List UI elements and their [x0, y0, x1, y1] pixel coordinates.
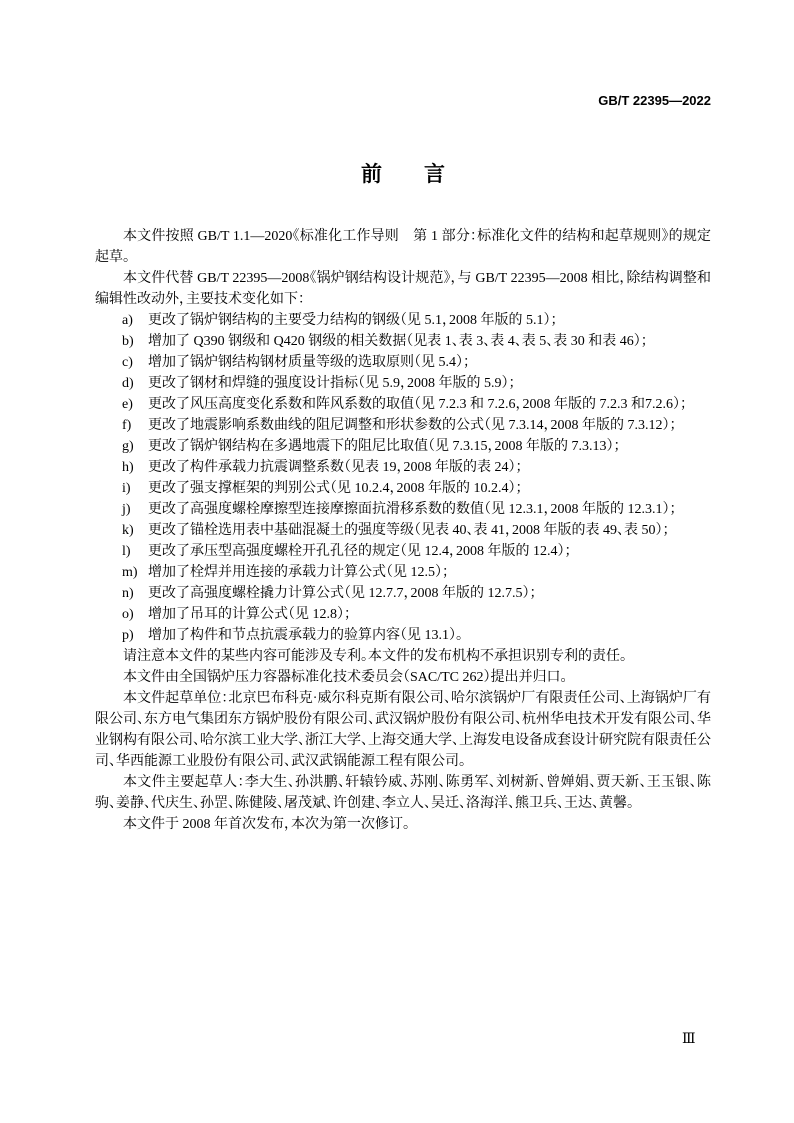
change-item [95, 394, 711, 415]
change-item-text: 增加了吊耳的计算公式（见 12.8）； [148, 607, 351, 622]
foreword-paragraph: 本文件按照 GB/T 1.1—2020《标准化工作导则 第 1 部分：标准化文件的结构和起草规则》的规定起草。 [95, 229, 711, 265]
page-title: 前 言 [361, 163, 445, 186]
change-item-label: k) [122, 523, 134, 538]
change-item [95, 457, 711, 478]
change-item-text: 更改了高强度螺栓摩擦型连接摩擦面抗滑移系数的数值（见 12.3.1，2008 年版的 12.3.1）； [148, 502, 677, 517]
change-item-label: n) [122, 586, 134, 601]
change-item-label: o) [122, 607, 134, 622]
change-item [95, 562, 711, 583]
change-item [95, 331, 711, 352]
change-item-text: 更改了钢材和焊缝的强度设计指标（见 5.9，2008 年版的 5.9）； [148, 376, 516, 391]
change-item-text: 更改了锚栓选用表中基础混凝土的强度等级（见表 40、表 41，2008 年版的表 49、表 50）； [148, 523, 670, 538]
change-item [95, 478, 711, 499]
foreword-body [95, 226, 711, 835]
change-item-label: m) [122, 565, 138, 580]
drafting-organizations: 本文件起草单位：北京巴布科克·威尔科克斯有限公司、哈尔滨锅炉厂有限责任公司、上海锅炉厂有限公司、东方电气集团东方锅炉股份有限公司、武汉锅炉股份有限公司、杭州华电技术开发有限公司、华业钢构有限公司、哈尔滨工业大学、浙江大学、上海交通大学、上海发电设备成套设计研究院有限责任公司、华西能源工业股份有限公司、武汉武锅能源工程有限公司。 [95, 691, 711, 769]
change-item [95, 583, 711, 604]
change-item [95, 373, 711, 394]
foreword-paragraph: 本文件代替 GB/T 22395—2008《锅炉钢结构设计规范》，与 GB/T 22395—2008 相比，除结构调整和编辑性改动外，主要技术变化如下： [95, 271, 711, 307]
change-item-text: 增加了锅炉钢结构钢材质量等级的选取原则（见 5.4）； [148, 355, 470, 370]
change-item [95, 541, 711, 562]
change-item-label: f) [122, 418, 132, 433]
change-item-label: e) [122, 397, 133, 412]
change-item-text: 更改了承压型高强度螺栓开孔孔径的规定（见 12.4，2008 年版的 12.4）； [148, 544, 572, 559]
proposing-committee: 本文件由全国锅炉压力容器标准化技术委员会（SAC/TC 262）提出并归口。 [123, 670, 568, 685]
change-item-text: 更改了风压高度变化系数和阵风系数的取值（见 7.2.3 和 7.2.6，2008 年版的 7.2.3 和7.2.6）； [148, 397, 687, 412]
change-item-text: 更改了锅炉钢结构的主要受力结构的钢级（见 5.1，2008 年版的 5.1）； [148, 313, 558, 328]
patent-notice: 请注意本文件的某些内容可能涉及专利。本文件的发布机构不承担识别专利的责任。 [123, 649, 627, 664]
change-item-text: 更改了地震影响系数曲线的阻尼调整和形状参数的公式（见 7.3.14，2008 年版的 7.3.12）； [148, 418, 677, 433]
publication-history: 本文件于 2008 年首次发布，本次为第一次修订。 [123, 817, 410, 832]
change-item-label: l) [122, 544, 131, 559]
change-item-label: g) [122, 439, 134, 454]
change-item-label: b) [122, 334, 134, 349]
change-item-text: 更改了强支撑框架的判别公式（见 10.2.4，2008 年版的 10.2.4）； [148, 481, 523, 496]
change-item [95, 352, 711, 373]
page-number: Ⅲ [682, 1032, 696, 1047]
change-item-text: 更改了高强度螺栓撬力计算公式（见 12.7.7，2008 年版的 12.7.5）； [148, 586, 537, 601]
change-item-text: 增加了构件和节点抗震承载力的验算内容（见 13.1）。 [148, 628, 463, 643]
doc-number: GB/T 22395—2022 [598, 93, 711, 108]
change-item-label: c) [122, 355, 133, 370]
change-item-label: d) [122, 376, 134, 391]
change-list [95, 310, 711, 646]
change-item [95, 520, 711, 541]
change-item-text: 增加了 Q390 钢级和 Q420 钢级的相关数据（见表 1、表 3、表 4、表 5、表 30 和表 46）； [148, 334, 648, 349]
change-item-label: j) [122, 502, 131, 517]
change-item [95, 499, 711, 520]
change-item [95, 310, 711, 331]
change-item [95, 604, 711, 625]
change-item-label: a) [122, 313, 133, 328]
change-item [95, 625, 711, 646]
change-item-label: h) [122, 460, 134, 475]
change-item-text: 更改了构件承载力抗震调整系数（见表 19，2008 年版的表 24）； [148, 460, 523, 475]
change-item-label: i) [122, 481, 131, 496]
change-item [95, 415, 711, 436]
drafters: 本文件主要起草人：李大生、孙洪鹏、轩辕钤威、苏刚、陈勇军、刘树新、曾婵娟、贾天新、王玉银、陈驹、姜静、代庆生、孙罡、陈健陵、屠茂斌、许创建、李立人、吴迁、洛海洋、熊卫兵、王达、黄馨。 [95, 775, 711, 811]
change-item-label: p) [122, 628, 134, 643]
change-item-text: 更改了锅炉钢结构在多遇地震下的阻尼比取值（见 7.3.15，2008 年版的 7.3.13）； [148, 439, 621, 454]
change-item-text: 增加了栓焊并用连接的承载力计算公式（见 12.5）； [148, 565, 449, 580]
change-item [95, 436, 711, 457]
